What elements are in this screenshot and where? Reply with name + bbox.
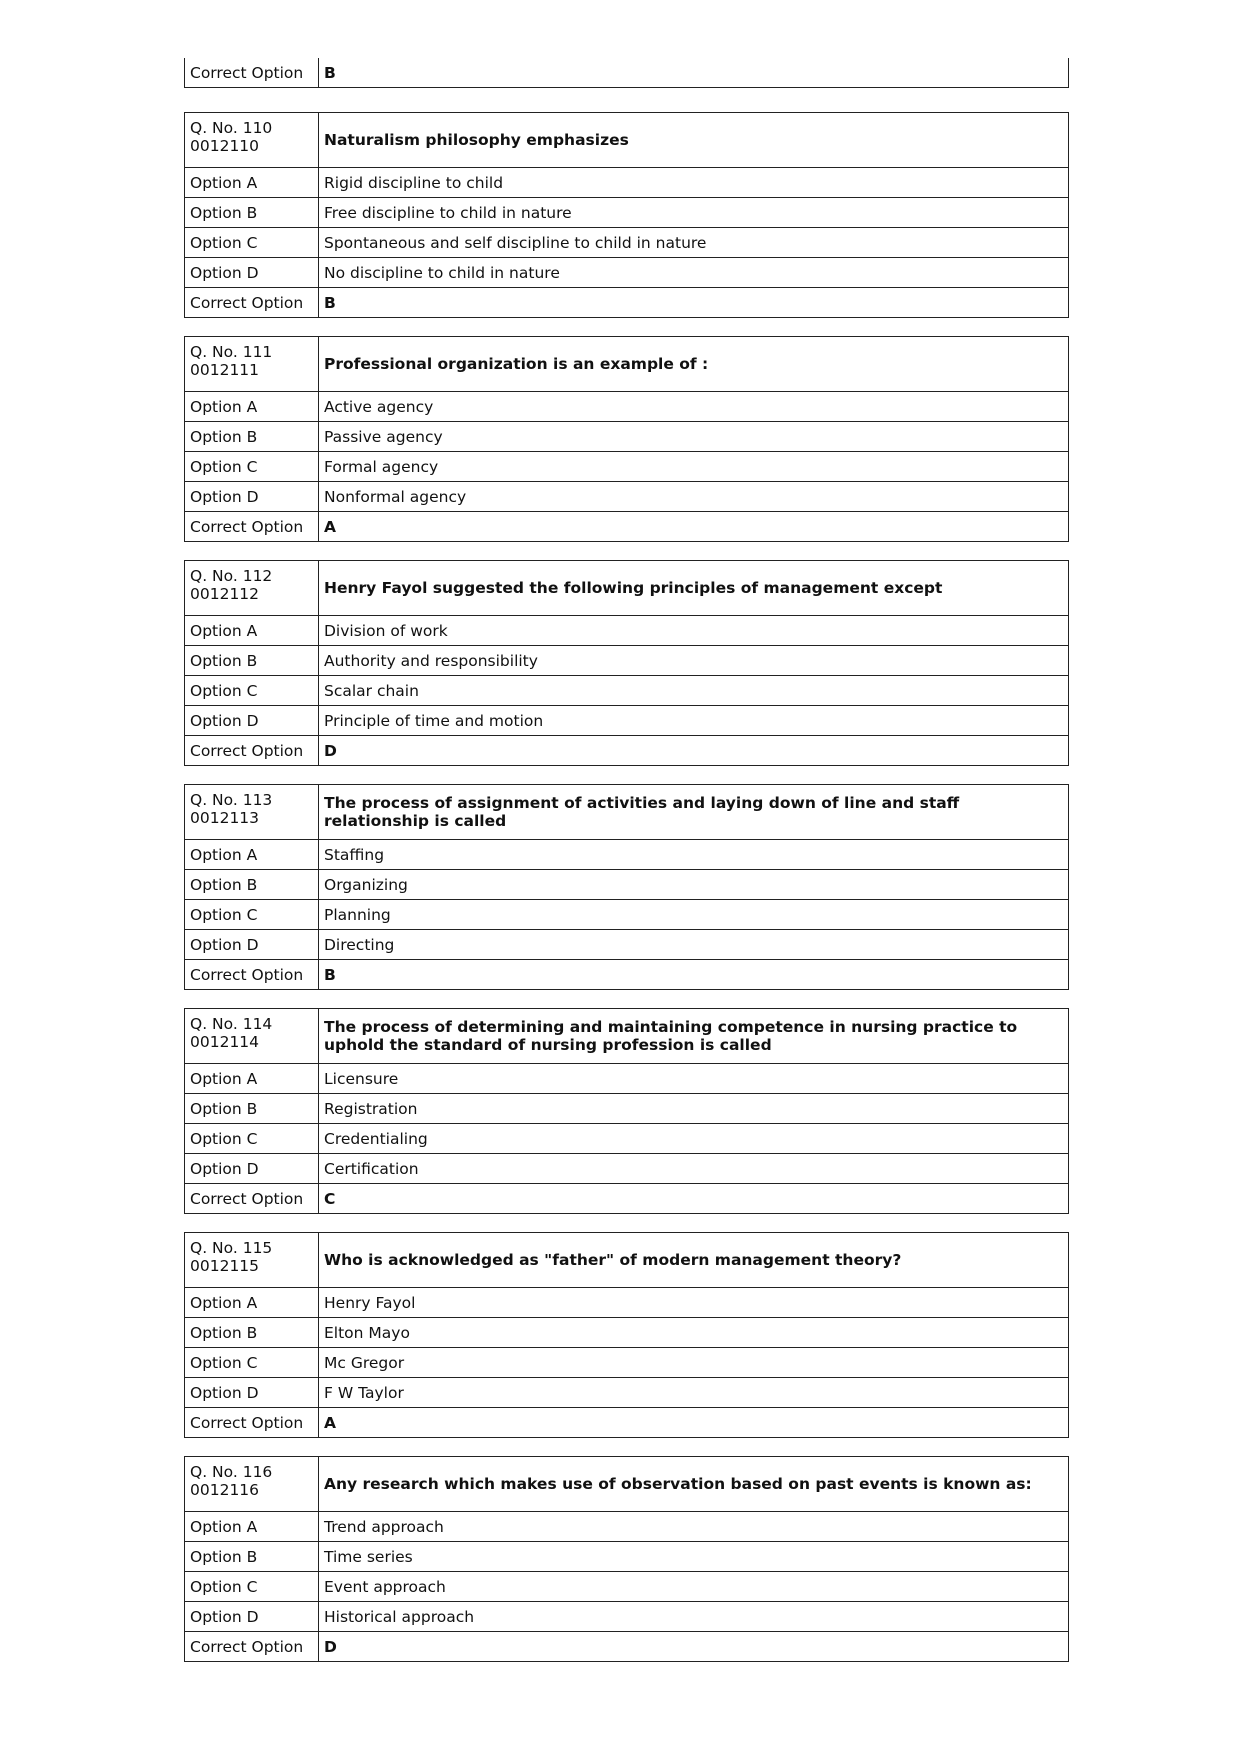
correct-option-value: A — [319, 512, 1069, 542]
question-number: Q. No. 110 — [190, 119, 273, 137]
option-d-label: Option D — [185, 482, 319, 512]
correct-option-row — [185, 736, 1069, 766]
option-b-row — [185, 870, 1069, 900]
correct-option-value: D — [319, 1632, 1069, 1662]
question-text: Professional organization is an example of : — [319, 337, 1069, 392]
option-b-label: Option B — [185, 1094, 319, 1124]
question-number: Q. No. 111 — [190, 343, 273, 361]
option-d-label: Option D — [185, 1378, 319, 1408]
option-a-label: Option A — [185, 616, 319, 646]
question-number-cell — [185, 785, 319, 840]
option-d-row — [185, 258, 1069, 288]
correct-option-label: Correct Option — [185, 288, 319, 318]
option-c-label: Option C — [185, 900, 319, 930]
option-d-row — [185, 482, 1069, 512]
option-b-label: Option B — [185, 422, 319, 452]
option-a-row — [185, 1064, 1069, 1094]
option-d-text: Principle of time and motion — [319, 706, 1069, 736]
question-text: Naturalism philosophy emphasizes — [319, 113, 1069, 168]
option-c-row — [185, 1348, 1069, 1378]
option-a-row — [185, 392, 1069, 422]
question-text: Henry Fayol suggested the following principles of management except — [319, 561, 1069, 616]
question-header-row — [185, 337, 1069, 392]
option-a-row — [185, 168, 1069, 198]
option-c-label: Option C — [185, 1124, 319, 1154]
option-a-label: Option A — [185, 840, 319, 870]
option-d-label: Option D — [185, 706, 319, 736]
correct-option-label: Correct Option — [185, 1632, 319, 1662]
correct-option-value: A — [319, 1408, 1069, 1438]
previous-question-fragment — [184, 58, 1069, 88]
option-d-label: Option D — [185, 930, 319, 960]
question-code: 0012113 — [190, 809, 260, 827]
option-d-row — [185, 706, 1069, 736]
option-c-label: Option C — [185, 676, 319, 706]
option-a-text: Division of work — [319, 616, 1069, 646]
question-table-116 — [184, 1456, 1069, 1662]
option-a-row — [185, 1288, 1069, 1318]
option-d-label: Option D — [185, 1602, 319, 1632]
option-a-label: Option A — [185, 168, 319, 198]
question-number: Q. No. 112 — [190, 567, 273, 585]
option-c-text: Event approach — [319, 1572, 1069, 1602]
option-c-row — [185, 1124, 1069, 1154]
option-a-row — [185, 616, 1069, 646]
question-number: Q. No. 113 — [190, 791, 273, 809]
question-number-cell — [185, 1233, 319, 1288]
question-code: 0012116 — [190, 1481, 260, 1499]
option-c-row — [185, 452, 1069, 482]
option-b-text: Passive agency — [319, 422, 1069, 452]
correct-option-label: Correct Option — [185, 1408, 319, 1438]
question-table-110 — [184, 112, 1069, 318]
option-b-text: Elton Mayo — [319, 1318, 1069, 1348]
question-table-112 — [184, 560, 1069, 766]
option-c-text: Credentialing — [319, 1124, 1069, 1154]
question-number-cell — [185, 1457, 319, 1512]
option-c-text: Mc Gregor — [319, 1348, 1069, 1378]
option-b-label: Option B — [185, 870, 319, 900]
correct-option-label: Correct Option — [185, 736, 319, 766]
option-c-text: Formal agency — [319, 452, 1069, 482]
option-a-label: Option A — [185, 392, 319, 422]
option-b-label: Option B — [185, 646, 319, 676]
option-b-text: Authority and responsibility — [319, 646, 1069, 676]
option-d-text: Nonformal agency — [319, 482, 1069, 512]
question-table-111 — [184, 336, 1069, 542]
correct-option-row — [185, 288, 1069, 318]
question-header-row — [185, 561, 1069, 616]
question-code: 0012111 — [190, 361, 260, 379]
option-a-text: Licensure — [319, 1064, 1069, 1094]
question-text: The process of determining and maintaining competence in nursing practice to uphold the standard of nursing profession is called — [319, 1009, 1069, 1064]
option-b-row — [185, 1094, 1069, 1124]
question-header-row — [185, 1457, 1069, 1512]
option-b-row — [185, 1542, 1069, 1572]
option-c-row — [185, 900, 1069, 930]
question-code: 0012110 — [190, 137, 260, 155]
question-number: Q. No. 115 — [190, 1239, 273, 1257]
correct-option-row — [185, 1184, 1069, 1214]
option-b-row — [185, 1318, 1069, 1348]
option-b-label: Option B — [185, 1318, 319, 1348]
correct-option-value: C — [319, 1184, 1069, 1214]
correct-option-label: Correct Option — [185, 960, 319, 990]
option-c-label: Option C — [185, 1572, 319, 1602]
correct-option-row — [185, 1408, 1069, 1438]
question-header-row — [185, 785, 1069, 840]
question-table-114 — [184, 1008, 1069, 1214]
option-b-row — [185, 646, 1069, 676]
option-d-text: Historical approach — [319, 1602, 1069, 1632]
question-code: 0012115 — [190, 1257, 260, 1275]
option-c-row — [185, 676, 1069, 706]
option-a-text: Staffing — [319, 840, 1069, 870]
option-a-text: Trend approach — [319, 1512, 1069, 1542]
option-a-text: Active agency — [319, 392, 1069, 422]
correct-option-value: B — [319, 58, 1069, 88]
question-number-cell — [185, 113, 319, 168]
question-number: Q. No. 114 — [190, 1015, 273, 1033]
question-number: Q. No. 116 — [190, 1463, 273, 1481]
correct-option-row — [185, 512, 1069, 542]
question-text: The process of assignment of activities and laying down of line and staff relationship is called — [319, 785, 1069, 840]
option-c-label: Option C — [185, 1348, 319, 1378]
option-d-text: Certification — [319, 1154, 1069, 1184]
option-d-label: Option D — [185, 258, 319, 288]
correct-option-label: Correct Option — [185, 512, 319, 542]
option-c-text: Spontaneous and self discipline to child in nature — [319, 228, 1069, 258]
option-b-text: Free discipline to child in nature — [319, 198, 1069, 228]
question-text: Any research which makes use of observation based on past events is known as: — [319, 1457, 1069, 1512]
option-d-row — [185, 1378, 1069, 1408]
question-text: Who is acknowledged as "father" of modern management theory? — [319, 1233, 1069, 1288]
option-d-text: F W Taylor — [319, 1378, 1069, 1408]
option-a-row — [185, 840, 1069, 870]
option-c-label: Option C — [185, 228, 319, 258]
option-d-row — [185, 1602, 1069, 1632]
question-number-cell — [185, 1009, 319, 1064]
option-b-label: Option B — [185, 1542, 319, 1572]
question-number-cell — [185, 337, 319, 392]
question-number-cell — [185, 561, 319, 616]
question-header-row — [185, 1009, 1069, 1064]
option-c-row — [185, 1572, 1069, 1602]
option-d-label: Option D — [185, 1154, 319, 1184]
option-d-text: No discipline to child in nature — [319, 258, 1069, 288]
question-table-115 — [184, 1232, 1069, 1438]
correct-option-value: B — [319, 288, 1069, 318]
correct-option-label: Correct Option — [185, 58, 319, 88]
option-c-row — [185, 228, 1069, 258]
option-b-row — [185, 198, 1069, 228]
option-c-label: Option C — [185, 452, 319, 482]
option-d-text: Directing — [319, 930, 1069, 960]
question-header-row — [185, 113, 1069, 168]
option-a-label: Option A — [185, 1288, 319, 1318]
option-a-text: Rigid discipline to child — [319, 168, 1069, 198]
option-a-label: Option A — [185, 1512, 319, 1542]
option-b-label: Option B — [185, 198, 319, 228]
option-c-text: Planning — [319, 900, 1069, 930]
question-table-113 — [184, 784, 1069, 990]
question-code: 0012112 — [190, 585, 260, 603]
option-b-text: Registration — [319, 1094, 1069, 1124]
question-code: 0012114 — [190, 1033, 260, 1051]
option-a-label: Option A — [185, 1064, 319, 1094]
correct-option-row — [185, 1632, 1069, 1662]
option-b-text: Organizing — [319, 870, 1069, 900]
correct-option-row — [185, 58, 1069, 88]
option-a-row — [185, 1512, 1069, 1542]
option-c-text: Scalar chain — [319, 676, 1069, 706]
correct-option-row — [185, 960, 1069, 990]
option-a-text: Henry Fayol — [319, 1288, 1069, 1318]
option-b-text: Time series — [319, 1542, 1069, 1572]
correct-option-label: Correct Option — [185, 1184, 319, 1214]
option-d-row — [185, 1154, 1069, 1184]
option-d-row — [185, 930, 1069, 960]
option-b-row — [185, 422, 1069, 452]
correct-option-value: B — [319, 960, 1069, 990]
question-header-row — [185, 1233, 1069, 1288]
correct-option-value: D — [319, 736, 1069, 766]
